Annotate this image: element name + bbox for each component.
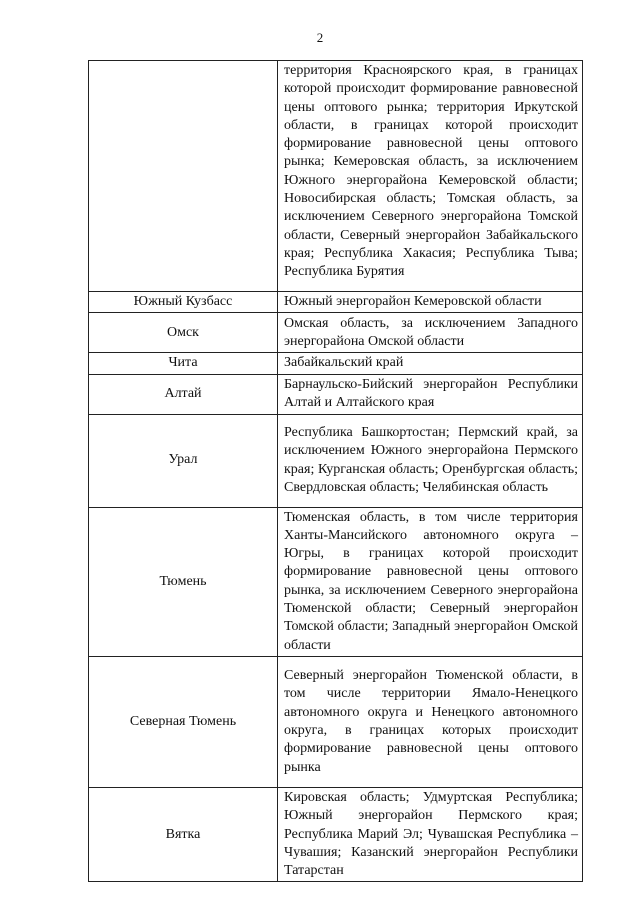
region-description-cell: Северный энергорайон Тюменской области, в том числе территории Ямало-Ненецкого автономного округа и Ненецкого автономного округа, в границах которых происходит формирование равновесной цены оптового рынка bbox=[278, 656, 583, 787]
table-row bbox=[89, 61, 583, 292]
zone-name-cell: Чита bbox=[89, 353, 278, 374]
table-row bbox=[89, 292, 583, 313]
price-zones-table bbox=[88, 60, 583, 882]
table-row bbox=[89, 414, 583, 507]
page-number: 2 bbox=[316, 30, 324, 45]
table-row bbox=[89, 313, 583, 353]
zone-name-cell: Тюмень bbox=[89, 507, 278, 656]
zone-name-cell: Урал bbox=[89, 414, 278, 507]
region-description-cell: Кировская область; Удмуртская Республика; Южный энергорайон Пермского края; Республика Марий Эл; Чувашская Республика – Чувашия; Казанский энергорайон Республики Татарстан bbox=[278, 787, 583, 881]
region-description-cell: территория Красноярского края, в границах которой происходит формирование равновесной цены оптового рынка; территория Иркутской области, в границах которой происходит формирование равновесной цены оптового рынка; Кемеровская область, за исключением Южного энергорайона Кемеровской области; Новосибирская область; Томская область, за исключением Северного энергорайона Томской области, Северный энергорайон Забайкальского края; Республика Хакасия; Республика Тыва; Республика Бурятия bbox=[278, 61, 583, 292]
region-description-cell: Забайкальский край bbox=[278, 353, 583, 374]
region-description-cell: Республика Башкортостан; Пермский край, за исключением Южного энергорайона Пермского края; Курганская область; Оренбургская область; Свердловская область; Челябинская область bbox=[278, 414, 583, 507]
region-description-cell: Южный энергорайон Кемеровской области bbox=[278, 292, 583, 313]
table-row bbox=[89, 374, 583, 414]
region-description-cell: Омская область, за исключением Западного энергорайона Омской области bbox=[278, 313, 583, 353]
table-row bbox=[89, 656, 583, 787]
zone-name-cell: Южный Кузбасс bbox=[89, 292, 278, 313]
region-description-cell: Барнаульско-Бийский энергорайон Республики Алтай и Алтайского края bbox=[278, 374, 583, 414]
table-row bbox=[89, 787, 583, 881]
zone-name-cell: Северная Тюмень bbox=[89, 656, 278, 787]
zone-name-cell: Вятка bbox=[89, 787, 278, 881]
zone-name-cell: Омск bbox=[89, 313, 278, 353]
region-description-cell: Тюменская область, в том числе территория Ханты-Мансийского автономного округа – Югры, в границах которой происходит формирование равновесной цены оптового рынка, за исключением Северного энергорайона Тюменской области; Северный энергорайон Томской области; Западный энергорайон Омской области bbox=[278, 507, 583, 656]
zone-name-cell bbox=[89, 61, 278, 292]
table-row bbox=[89, 507, 583, 656]
zone-name-cell: Алтай bbox=[89, 374, 278, 414]
table-row bbox=[89, 353, 583, 374]
